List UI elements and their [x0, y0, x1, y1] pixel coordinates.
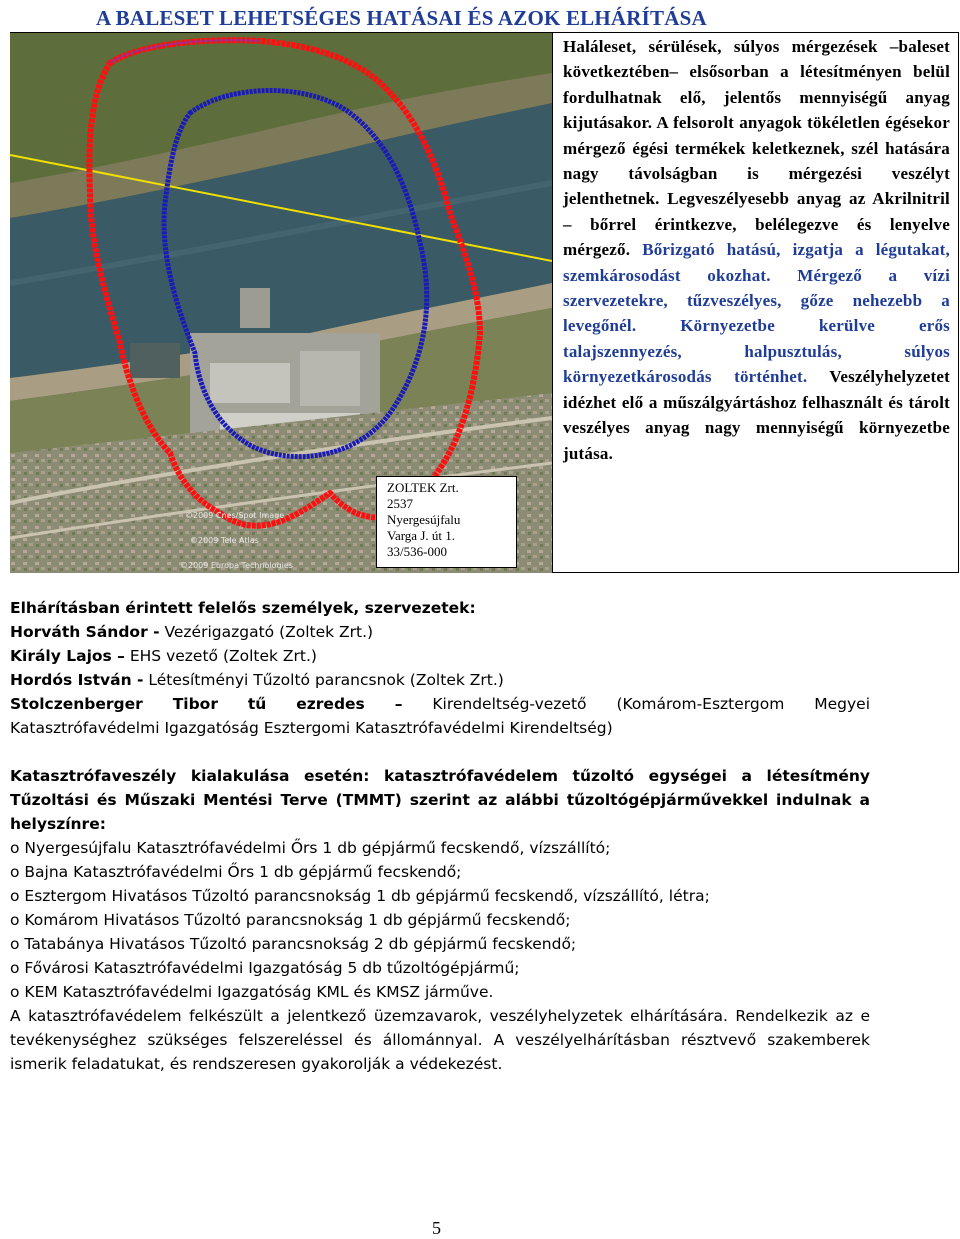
- responsible-person-last: Stolczenberger Tibor tű ezredes – Kirendeltség-vezető (Komárom-Esztergom Megyei: [10, 695, 870, 713]
- hazard-description: [563, 34, 950, 466]
- responsible-section: [10, 596, 870, 740]
- page-number: 5: [432, 1218, 441, 1238]
- responsible-person: Király Lajos – EHS vezető (Zoltek Zrt.): [10, 647, 317, 665]
- fire-unit-item: o Tatabánya Hivatásos Tűzoltó parancsnokság 2 db gépjármű fecskendő;: [10, 935, 577, 953]
- fire-unit-item: o Fővárosi Katasztrófavédelmi Igazgatóság 5 db tűzoltógépjármű;: [10, 959, 520, 977]
- caption-line: Varga J. út 1.: [387, 528, 456, 543]
- map-watermark-1: ©2009 Cnes/Spot Image: [185, 511, 285, 520]
- map-watermark-3: ©2009 Europa Technologies: [180, 561, 293, 570]
- responsible-person-org: Katasztrófavédelmi Igazgatóság Esztergomi Katasztrófavédelmi Kirendeltség): [10, 719, 613, 737]
- hazard-paragraph-2: Bőrizgató hatású, izgatja a légutakat, szemkárosodást okozhat. Mérgező a vízi szervezetekre, tűzveszélyes, gőze nehezebb a levegőnél. Környezetbe kerülve erős talajszennyezés, halpusztulás, súlyos környezetkárosodás történhet.: [563, 240, 950, 387]
- map-address-caption: [376, 476, 517, 568]
- closing-paragraph: A katasztrófavédelem felkészült a jelentkező üzemzavarok, veszélyhelyzetek elhárítására. Rendelkezik az e tevékenységhez szükséges felszereléssel és állománnyal. A veszélyelhárításban résztvevő szakemberek ismerik feladatukat, és rendszeresen gyakorolják a védekezést.: [10, 1007, 870, 1073]
- caption-line: 33/536-000: [387, 544, 447, 559]
- hazard-paragraph-3: Veszélyhelyzetet idézhet elő a műszálgyártáshoz felhasznált és tárolt veszélyes anyag nagy mennyiségű környezetbe jutása.: [563, 367, 950, 463]
- fire-unit-item: o Esztergom Hivatásos Tűzoltó parancsnokság 1 db gépjármű fecskendő, vízszállító, létra;: [10, 887, 710, 905]
- page-title: A BALESET LEHETSÉGES HATÁSAI ÉS AZOK ELHÁRÍTÁSA: [96, 6, 707, 30]
- caption-line: Nyergesújfalu: [387, 512, 461, 527]
- responsible-person: Hordós István - Létesítményi Tűzoltó parancsnok (Zoltek Zrt.): [10, 671, 504, 689]
- map-watermark-2: ©2009 Tele Atlas: [190, 536, 259, 545]
- hazard-paragraph-1: Haláleset, sérülések, súlyos mérgezések –baleset következtében– elsősorban a létesítményen belül fordulhatnak elő, jelentős mennyiségű anyag kijutásakor. A felsorolt anyagok tökéletlen égésekor mérgező égési termékek keletkeznek, szél hatására nagy távolságban is mérgezési veszélyt jelenthetnek. Legveszélyesebb anyag az Akrilnitril – bőrrel érintkezve, belélegezve és lenyelve mérgező.: [563, 37, 950, 260]
- fire-unit-item: o Bajna Katasztrófavédelmi Őrs 1 db gépjármű fecskendő;: [10, 863, 462, 881]
- responsible-heading: Elhárításban érintett felelős személyek, szervezetek:: [10, 599, 476, 617]
- responsible-person: Horváth Sándor - Vezérigazgató (Zoltek Zrt.): [10, 623, 374, 641]
- caption-line: 2537: [387, 496, 413, 511]
- caption-line: ZOLTEK Zrt.: [387, 480, 459, 495]
- disaster-lead: Katasztrófaveszély kialakulása esetén: katasztrófavédelem tűzoltó egységei a létesítmény Tűzoltási és Műszaki Mentési Terve (TMMT) szerint az alábbi tűzoltógépjárművekkel indulnak a helyszínre:: [10, 767, 870, 833]
- disaster-section: [10, 764, 870, 1076]
- fire-unit-item: o Nyergesújfalu Katasztrófavédelmi Őrs 1 db gépjármű fecskendő, vízszállító;: [10, 839, 611, 857]
- fire-unit-item: o KEM Katasztrófavédelmi Igazgatóság KML és KMSZ járműve.: [10, 983, 494, 1001]
- fire-unit-item: o Komárom Hivatásos Tűzoltó parancsnokság 1 db gépjármű fecskendő;: [10, 911, 571, 929]
